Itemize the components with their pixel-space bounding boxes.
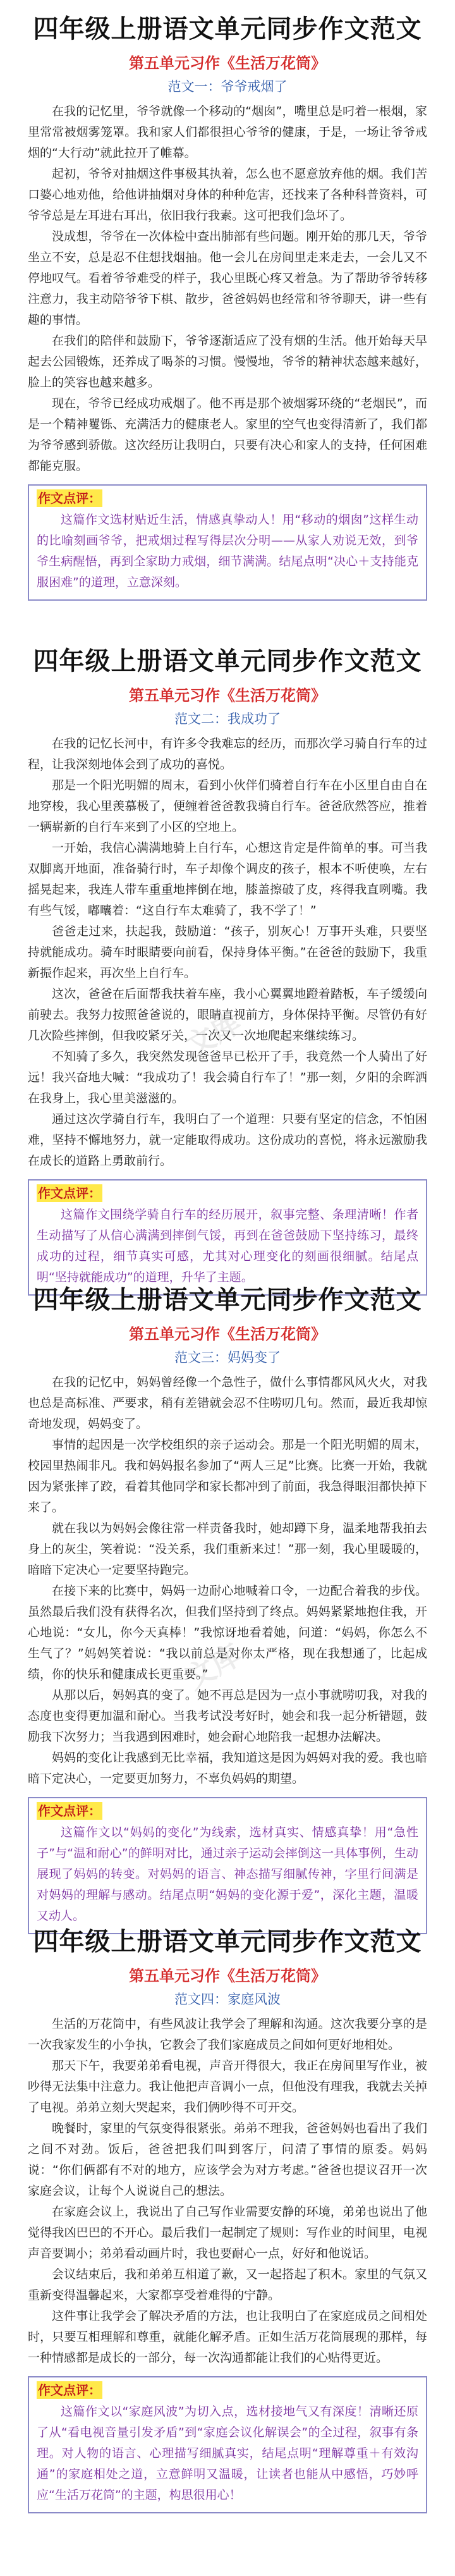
comment-label: 作文点评： bbox=[38, 491, 101, 506]
essay-1 bbox=[28, 13, 427, 601]
unit-title: 第五单元习作《生活万花筒》 bbox=[129, 687, 326, 704]
essay-label: 范文四：家庭风波 bbox=[174, 1992, 281, 2007]
unit-title: 第五单元习作《生活万花筒》 bbox=[129, 1325, 326, 1343]
paragraph: 在接下来的比赛中，妈妈一边耐心地喊着口令，一边配合着我的步伐。虽然最后我们没有获得名次，但我们坚持到了终点。妈妈紧紧地抱住我，开心地说：“女儿，你今天真棒！”我惊讶地看着她，问道：“妈妈，你怎么不生气了？”妈妈笑着说：“我以前总是对你太严格，现在我想通了，比起成绩，你的快乐和健康成长更重要。” bbox=[28, 1584, 427, 1681]
paragraph: 那是一个阳光明媚的周末，看到小伙伴们骑着自行车在小区里自由自在地穿梭，我心里羡慕极了，便缠着爸爸教我骑自行车。爸爸欣然答应，推着一辆崭新的自行车来到了小区的空地上。 bbox=[28, 778, 427, 834]
paragraph: 在我的记忆长河中，有许多令我难忘的经历，而那次学习骑自行车的过程，让我深刻地体会到了成功的喜悦。 bbox=[28, 737, 427, 771]
paragraph: 那天下午，我要弟弟看电视，声音开得很大，我正在房间里写作业，被吵得无法集中注意力。我让他把声音调小一点，但他没有理我，我就去关掉了电视。弟弟立刻大哭起来，我们俩吵得不可开交。 bbox=[28, 2059, 427, 2114]
comment-text: 这篇作文选材贴近生活，情感真挚动人！用“移动的烟囱”这样生动的比喻刻画爷爷，把戒烟过程写得层次分明——从家人劝说无效，到爷爷生病醒悟，再到全家助力戒烟，细节满满。结尾点明“决心＋支持能克服困难”的道理，立意深刻。 bbox=[37, 513, 418, 589]
essay-4 bbox=[28, 1925, 427, 2513]
essay-body bbox=[28, 2014, 427, 2369]
paragraph: 晚餐时，家里的气氛变得很紧张。弟弟不理我，爸爸妈妈也看出了我们之间不对劲。饭后，爸爸把我们叫到客厅，问清了事情的原委。妈妈说：“你们俩都有不对的地方，应该学会为对方考虑。”爸爸也提议召开一次家庭会议，让每个人说说自己的想法。 bbox=[28, 2121, 427, 2198]
paragraph: 会议结束后，我和弟弟互相道了歉，又一起搭起了积木。家里的气氛又重新变得温馨起来，大家都享受着难得的宁静。 bbox=[28, 2267, 427, 2302]
essay-label: 范文一：爷爷戒烟了 bbox=[167, 79, 288, 94]
paragraph: 爸爸走过来，扶起我，鼓励道：“孩子，别灰心！万事开头难，只要坚持就能成功。骑车时眼睛要向前看，保持身体平衡。”在爸爸的鼓励下，我重新振作起来，再次坐上自行车。 bbox=[28, 924, 427, 980]
watermark: 文库 bbox=[179, 1637, 247, 1696]
essay-3 bbox=[28, 1284, 427, 1934]
paragraph: 这件事让我学会了解决矛盾的方法，也让我明白了在家庭成员之间相处时，只要互相理解和尊重，就能化解矛盾。正如生活万花筒展现的那样，每一种情感都是成长的一部分，每一次沟通都能让我们的心贴得更近。 bbox=[28, 2309, 427, 2365]
essay-title: 四年级上册语文单元同步作文范文 bbox=[33, 647, 422, 676]
comment-text: 这篇作文以“家庭风波”为切入点，选材接地气又有深度！清晰还原了从“看电视音量引发矛盾”到“家庭会议化解误会”的全过程，叙事有条理。对人物的语言、心理描写细腻真实，结尾点明“理解尊重＋有效沟通”的家庭相处之道，立意鲜明又温暖，让读者也能从中感悟，巧妙呼应“生活万花筒”的主题，构思很用心！ bbox=[37, 2405, 418, 2502]
essay-body bbox=[28, 733, 427, 1172]
comment-box bbox=[28, 484, 427, 601]
paragraph: 从那以后，妈妈真的变了。她不再总是因为一点小事就唠叨我，对我的态度也变得更加温和耐心。当我考试没考好时，她会和我一起分析错题，鼓励我下次努力；当我遇到困难时，她会耐心地陪我一起想办法解决。 bbox=[28, 1688, 427, 1744]
paragraph: 起初，爷爷对抽烟这件事极其执着，怎么也不愿意放弃他的烟。我们苦口婆心地劝他，给他讲抽烟对身体的种种危害，还找来了各种科普资料，可爷爷总是左耳进右耳出，依旧我行我素。这可把我们急坏了。 bbox=[28, 167, 427, 223]
paragraph: 在我的记忆中，妈妈曾经像一个急性子，做什么事情都风风火火，对我也总是高标准、严要求，稍有差错就会忍不住唠叨几句。然而，最近我却惊奇地发现，妈妈变了。 bbox=[28, 1375, 427, 1431]
paragraph: 通过这次学骑自行车，我明白了一个道理：只要有坚定的信念，不怕困难，坚持不懈地努力，就一定能取得成功。这份成功的喜悦，将永远激励我在成长的道路上勇敢前行。 bbox=[28, 1112, 427, 1168]
comment-box bbox=[28, 2376, 427, 2513]
essay-label: 范文二：我成功了 bbox=[174, 711, 281, 727]
comment-box bbox=[28, 1797, 427, 1934]
paragraph: 现在，爷爷已经成功戒烟了。他不再是那个被烟雾环绕的“老烟民”，而是一个精神矍铄、充满活力的健康老人。家里的空气也变得清新了，我们都为爷爷感到骄傲。这次经历让我明白，只要有决心和家人的支持，任何困难都能克服。 bbox=[28, 396, 427, 473]
paragraph: 就在我以为妈妈会像往常一样责备我时，她却蹲下身，温柔地帮我拍去身上的灰尘，笑着说：“没关系，我们重新来过！”那一刻，我心里暖暖的，暗暗下定决心一定要坚持跑完。 bbox=[28, 1521, 427, 1577]
essay-title: 四年级上册语文单元同步作文范文 bbox=[33, 15, 422, 44]
essay-title: 四年级上册语文单元同步作文范文 bbox=[33, 1285, 422, 1315]
paragraph: 事情的起因是一次学校组织的亲子运动会。那是一个阳光明媚的周末，校园里热闹非凡。我和妈妈报名参加了“两人三足”比赛。比赛一开始，我就因为紧张摔了跤，看着其他同学和家长都冲到了前面，我急得眼泪都快掉下来了。 bbox=[28, 1438, 427, 1514]
essay-body bbox=[28, 1372, 427, 1789]
comment-box bbox=[28, 1179, 427, 1296]
paragraph: 在家庭会议上，我说出了自己写作业需要安静的环境，弟弟也说出了他觉得我凶巴巴的不开心。最后我们一起制定了规则：写作业的时间里，电视声音要调小；弟弟看动画片时，我也要耐心一点，好好和他说话。 bbox=[28, 2205, 427, 2260]
comment-label: 作文点评： bbox=[38, 1186, 101, 1201]
comment-text: 这篇作文围绕学骑自行车的经历展开，叙事完整、条理清晰！作者生动描写了从信心满满到摔倒气馁，再到在爸爸鼓励下坚持练习，最终成功的过程，细节真实可感，尤其对心理变化的刻画很细腻。结尾点明“坚持就能成功”的道理，升华了主题。 bbox=[37, 1208, 418, 1284]
paragraph: 在我的记忆里，爷爷就像一个移动的“烟囱”，嘴里总是叼着一根烟，家里常常被烟雾笼罩。我和家人们都很担心爷爷的健康，于是，一场让爷爷戒烟的“大行动”就此拉开了帷幕。 bbox=[28, 104, 427, 160]
paragraph: 生活的万花筒中，有些风波让我学会了理解和沟通。这次我要分享的是一次我家发生的小争执，它教会了我们家庭成员之间如何更好地相处。 bbox=[28, 2017, 427, 2052]
comment-label: 作文点评： bbox=[38, 2383, 101, 2398]
paragraph: 不知骑了多久，我突然发现爸爸早已松开了手，我竟然一个人骑出了好远！我兴奋地大喊：“我成功了！我会骑自行车了！”那一刻，夕阳的余晖洒在我身上，我心里美滋滋的。 bbox=[28, 1050, 427, 1105]
essay-body bbox=[28, 101, 427, 477]
comment-label: 作文点评： bbox=[38, 1803, 101, 1819]
paragraph: 妈妈的变化让我感到无比幸福，我知道这是因为妈妈对我的爱。我也暗暗下定决心，一定要更加努力，不辜负妈妈的期望。 bbox=[28, 1751, 427, 1786]
watermark: 文库 bbox=[179, 1005, 247, 1064]
paragraph: 没成想，爷爷在一次体检中查出肺部有些问题。刚开始的那几天，爷爷坐立不安，总是忍不住想找烟抽。他一会儿在房间里走来走去，一会儿又不停地叹气。看着爷爷难受的样子，我心里既心疼又着急。为了帮助爷爷转移注意力，我主动陪爷爷下棋、散步，爸爸妈妈也经常和爷爷聊天，讲一些有趣的事情。 bbox=[28, 230, 427, 327]
unit-title: 第五单元习作《生活万花筒》 bbox=[129, 54, 326, 72]
paragraph: 在我们的陪伴和鼓励下，爷爷逐渐适应了没有烟的生活。他开始每天早起去公园锻炼，还养成了喝茶的习惯。慢慢地，爷爷的精神状态越来越好，脸上的笑容也越来越多。 bbox=[28, 334, 427, 389]
paragraph: 这次，爸爸在后面帮我扶着车座，我小心翼翼地蹬着踏板，车子缓缓向前驶去。我努力按照爸爸说的，眼睛直视前方，身体保持平衡。尽管仍有好几次险些摔倒，但我咬紧牙关，一次又一次地爬起来继续练习。 bbox=[28, 987, 427, 1043]
essay-title: 四年级上册语文单元同步作文范文 bbox=[33, 1927, 422, 1956]
essay-label: 范文三：妈妈变了 bbox=[174, 1350, 281, 1365]
essay-2 bbox=[28, 645, 427, 1296]
unit-title: 第五单元习作《生活万花筒》 bbox=[129, 1967, 326, 1985]
paragraph: 一开始，我信心满满地骑上自行车，心想这肯定是件简单的事。可当我双脚离开地面，准备骑行时，车子却像个调皮的孩子，根本不听使唤，左右摇晃起来，我连人带车重重地摔倒在地，膝盖擦破了皮，疼得我直咧嘴。我有些气馁，嘟囔着：“这自行车太难骑了，我不学了！” bbox=[28, 841, 427, 917]
comment-text: 这篇作文以“妈妈的变化”为线索，选材真实、情感真挚！用“急性子”与“温和耐心”的鲜明对比，通过亲子运动会摔倒这一具体事例，生动展现了妈妈的转变。对妈妈的语言、神态描写细腻传神，字里行间满是对妈妈的理解与感动。结尾点明“妈妈的变化源于爱”，深化主题，温暖又动人。 bbox=[37, 1825, 418, 1923]
